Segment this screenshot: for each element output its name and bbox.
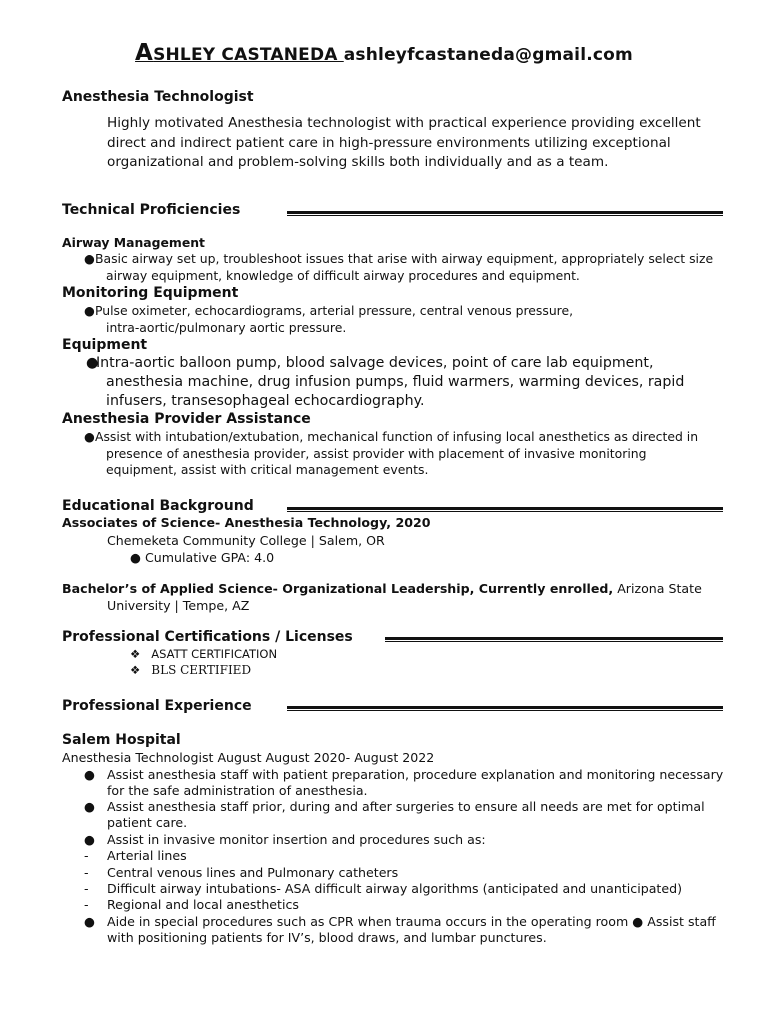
bullet-monitoring: ● Pulse oximeter, echocardiograms, arterial pressure, central venous pressure, intra-aortic/pulmonary aortic pressure. [84,303,574,335]
section-divider [287,706,723,711]
section-divider [287,211,723,216]
summary-paragraph: Highly motivated Anesthesia technologist with practical experience providing excellent direct and indirect patient care in high-pressure environments utilizing exceptional organizational and problem-solving skills both individually and as a team. [107,115,701,170]
gpa-line: ● Cumulative GPA: 4.0 [130,550,275,565]
degree-associates: Associates of Science- Anesthesia Technology, 2020 [62,515,431,530]
bullet-icon: ● [84,303,95,318]
section-heading-certifications: Professional Certifications / Licenses [62,629,353,645]
subheading-monitoring: Monitoring Equipment [62,285,239,301]
section-heading-experience: Professional Experience [62,698,252,714]
bullet-icon: ● [130,550,145,565]
degree-bachelors-location: University | Tempe, AZ [107,598,250,613]
subheading-equipment: Equipment [62,337,148,353]
section-heading-technical: Technical Proficiencies [62,202,241,218]
bullet-icon: ● [84,429,95,444]
bullet-equipment: ● Intra-aortic balloon pump, blood salvage devices, point of care lab equipment, anesthesia machine, drug infusion pumps, fluid warmers, warming devices, rapid infusers, transesophageal echocardiography. [86,355,685,409]
job-title: Anesthesia Technologist [62,89,254,105]
bullet-airway: ● Basic airway set up, troubleshoot issues that arise with airway equipment, appropriately select size airway equipment, knowledge of difficult airway procedures and equipment. [84,251,714,283]
diamond-bullet-icon: ❖ [130,647,152,661]
employer-name: Salem Hospital [62,732,181,748]
subheading-provider: Anesthesia Provider Assistance [62,411,311,427]
candidate-name: ASHLEY CASTANEDA [135,40,344,66]
section-divider [287,507,723,512]
diamond-bullet-icon: ❖ [130,663,152,677]
resume-header [0,40,768,66]
bullet-provider: ● Assist with intubation/extubation, mechanical function of infusing local anesthetics as directed in presence of anesthesia provider, assist provider with placement of invasive monitoring equipment, assist with critical management events. [84,429,699,477]
section-divider [385,637,723,642]
role-line: Anesthesia Technologist August August 2020- August 2022 [62,750,435,765]
degree-bachelors: Bachelor’s of Applied Science- Organizational Leadership, Currently enrolled, Arizona State [62,581,702,596]
bullet-icon: ● [86,355,99,371]
bullet-icon: ● [84,251,95,266]
cert-item: ❖ BLS CERTIFIED [130,663,252,677]
school-chemeketa: Chemeketa Community College | Salem, OR [107,533,385,548]
subheading-airway: Airway Management [62,235,205,250]
candidate-email[interactable]: ashleyfcastaneda@gmail.com [343,45,633,65]
section-heading-education: Educational Background [62,498,254,514]
cert-item: ❖ ASATT CERTIFICATION [130,647,278,661]
